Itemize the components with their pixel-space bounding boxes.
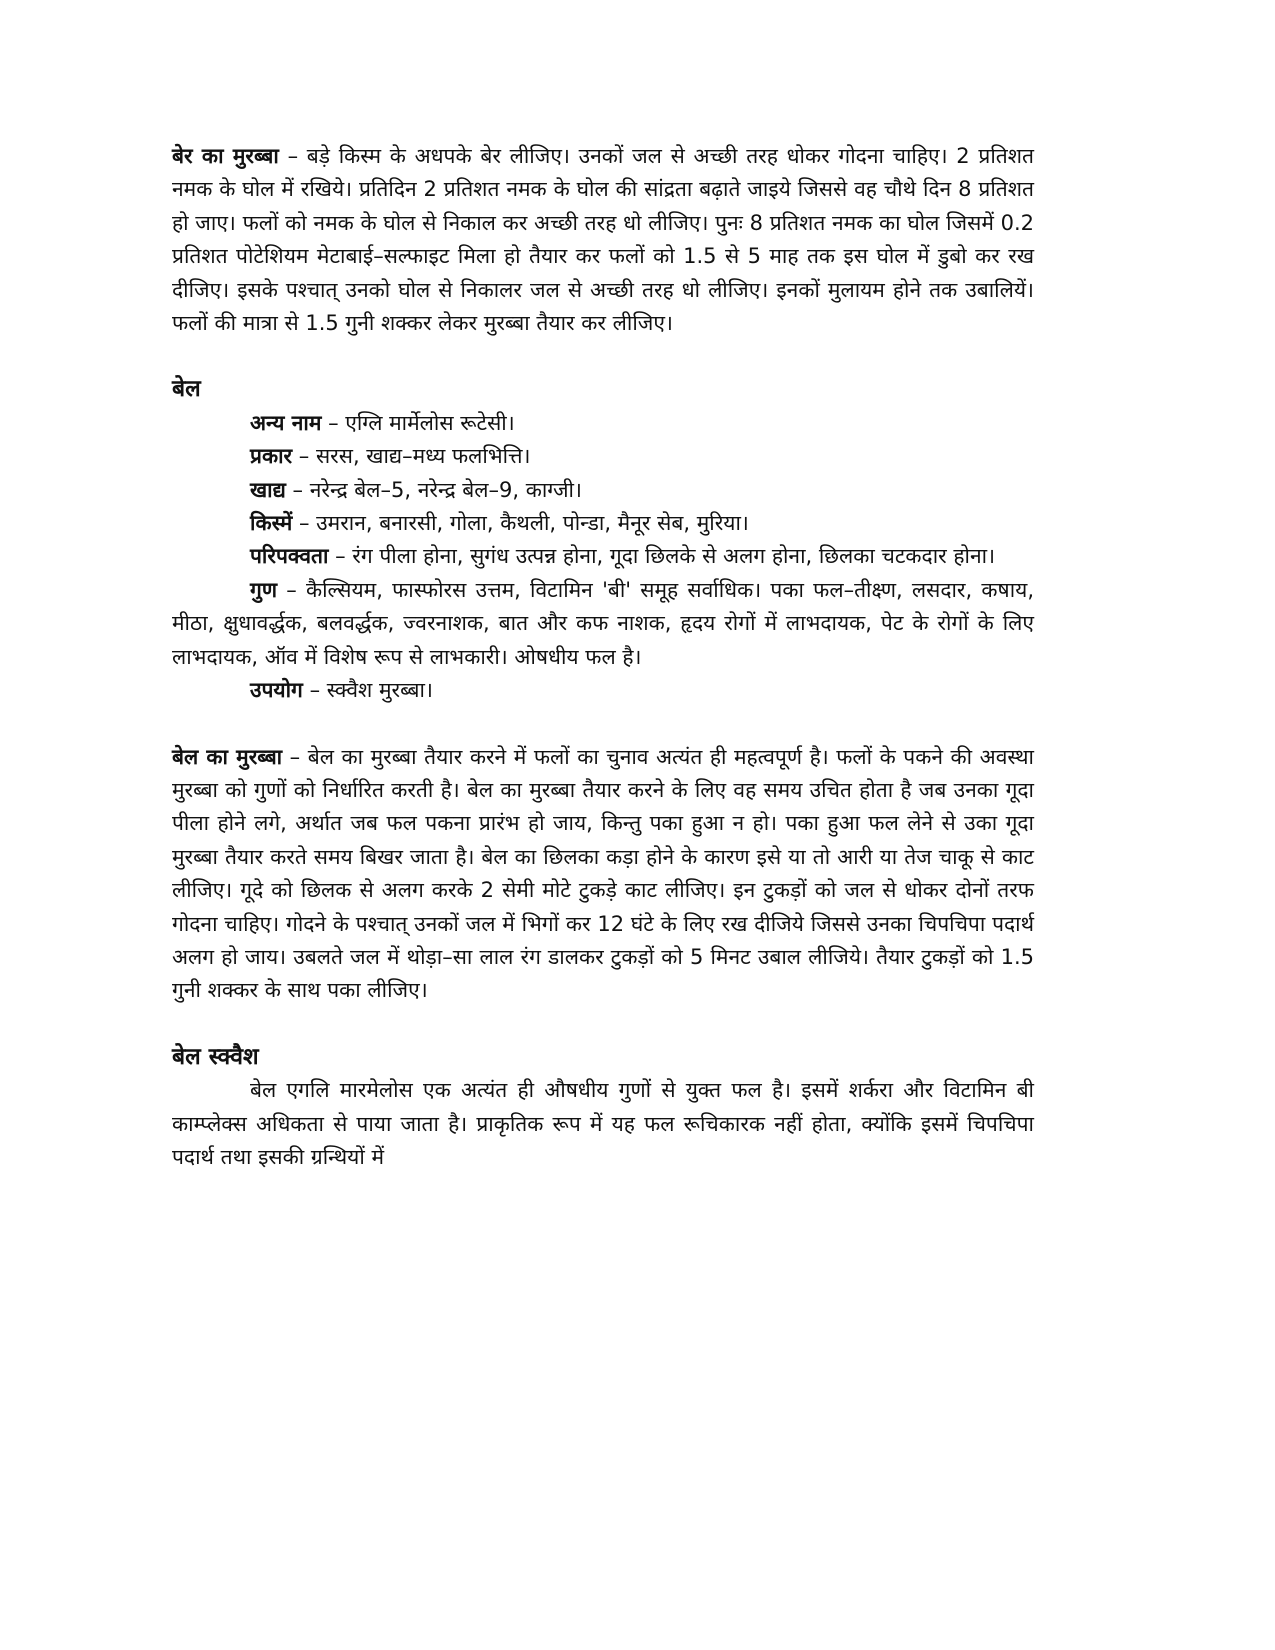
document-page	[172, 140, 1034, 1174]
bel-item-text: – एग्लि मार्मेलोस रूटेसी।	[321, 410, 515, 435]
bel-item-term: गुण	[250, 577, 278, 602]
bel-squash-paragraph: बेल एगलि मारमेलोस एक अत्यंत ही औषधीय गुणों से युक्त फल है। इसमें शर्करा और विटामिन बी काम्प्लेक्स अधिकता से पाया जाता है। प्राकृतिक रूप में यह फल रूचिकारक नहीं होता, क्योंकि इसमें चिपचिपा पदार्थ तथा इसकी ग्रन्थियों में	[172, 1078, 1034, 1169]
bel-item-edible	[172, 474, 1034, 507]
bel-item-text: – नरेन्द्र बेल–5, नरेन्द्र बेल–9, काग्जी।	[285, 477, 582, 502]
bel-item-other-name	[172, 407, 1034, 440]
ber-murabba-text: – बड़े किस्म के अधपके बेर लीजिए। उनकों जल से अच्छी तरह धोकर गोदना चाहिए। 2 प्रतिशत नमक के घोल में रखिये। प्रतिदिन 2 प्रतिशत नमक के घोल की सांद्रता बढ़ाते जाइये जिससे वह चौथे दिन 8 प्रतिशत हो जाए। फलों को नमक के घोल से निकाल कर अच्छी तरह धो लीजिए। पुनः 8 प्रतिशत नमक का घोल जिसमें 0.2 प्रतिशत पोटेशियम मेटाबाई–सल्फाइट मिला हो तैयार कर फलों को 1.5 से 5 माह तक इस घोल में डुबो कर रख दीजिए। इसके पश्चात् उनको घोल से निकालर जल से अच्छी तरह धो लीजिए। इनकों मुलायम होने तक उबालियें। फलों की मात्रा से 1.5 गुनी शक्कर लेकर मुरब्बा तैयार कर लीजिए।	[172, 144, 1034, 336]
bel-murabba-term: बेल का मुरब्बा	[172, 744, 283, 769]
bel-item-uses	[172, 674, 1034, 707]
bel-squash-heading: बेल स्क्वैश	[172, 1043, 259, 1070]
bel-item-maturity	[172, 540, 1034, 573]
bel-murabba-paragraph	[172, 741, 1034, 1008]
bel-murabba-text: – बेल का मुरब्बा तैयार करने में फलों का चुनाव अत्यंत ही महत्वपूर्ण है। फलों के पकने की अवस्था मुरब्बा को गुणों को निर्धारित करती है। बेल का मुरब्बा तैयार करने के लिए वह समय उचित होता है जब उनका गूदा पीला होने लगे, अर्थात जब फल पकना प्रारंभ हो जाय, किन्तु पका हुआ न हो। पका हुआ फल लेने से उका गूदा मुरब्बा तैयार करते समय बिखर जाता है। बेल का छिलका कड़ा होने के कारण इसे या तो आरी या तेज चाकू से काट लीजिए। गूदे को छिलक से अलग करके 2 सेमी मोटे टुकड़े काट लीजिए। इन टुकड़ों को जल से धोकर दोनों तरफ गोदना चाहिए। गोदने के पश्चात् उनकों जल में भिगों कर 12 घंटे के लिए रख दीजिये जिससे उनका चिपचिपा पदार्थ अलग हो जाय। उबलते जल में थोड़ा–सा लाल रंग डालकर टुकड़ों को 5 मिनट उबाल लीजिये। तैयार टुकड़ों को 1.5 गुनी शक्कर के साथ पका लीजिए।	[172, 744, 1034, 1003]
bel-item-text: – सरस, खाद्य–मध्य फलभित्ति।	[292, 444, 531, 469]
bel-item-text: – स्क्वैश मुरब्बा।	[302, 678, 433, 703]
bel-item-varieties	[172, 507, 1034, 540]
bel-item-type	[172, 440, 1034, 473]
bel-item-text: – कैल्सियम, फास्फोरस उत्तम, विटामिन 'बी' समूह सर्वाधिक। पका फल–तीक्ष्ण, लसदार, कषाय, मीठा, क्षुधावर्द्धक, बलवर्द्धक, ज्वरनाशक, बात और कफ नाशक, हृदय रोगों में लाभदायक, पेट के रोगों के लिए लाभदायक, ऑव में विशेष रूप से लाभकारी। ओषधीय फल है।	[172, 577, 1034, 669]
bel-item-term: प्रकार	[250, 444, 293, 469]
bel-item-text: – रंग पीला होना, सुगंध उत्पन्न होना, गूदा छिलके से अलग होना, छिलका चटकदार होना।	[328, 544, 996, 569]
bel-item-term: खाद्य	[250, 477, 286, 502]
bel-item-text: – उमरान, बनारसी, गोला, कैथली, पोन्डा, मैनूर सेब, मुरिया।	[292, 511, 749, 536]
bel-item-term: किस्में	[250, 511, 293, 536]
bel-item-properties	[172, 574, 1034, 674]
ber-murabba-term: बेर का मुरब्बा	[172, 144, 279, 168]
bel-heading: बेल	[172, 376, 201, 403]
bel-item-term: अन्य नाम	[250, 410, 322, 435]
bel-item-term: परिपक्वता	[250, 544, 329, 569]
ber-murabba-paragraph	[172, 140, 1034, 340]
bel-item-term: उपयोग	[250, 678, 303, 703]
